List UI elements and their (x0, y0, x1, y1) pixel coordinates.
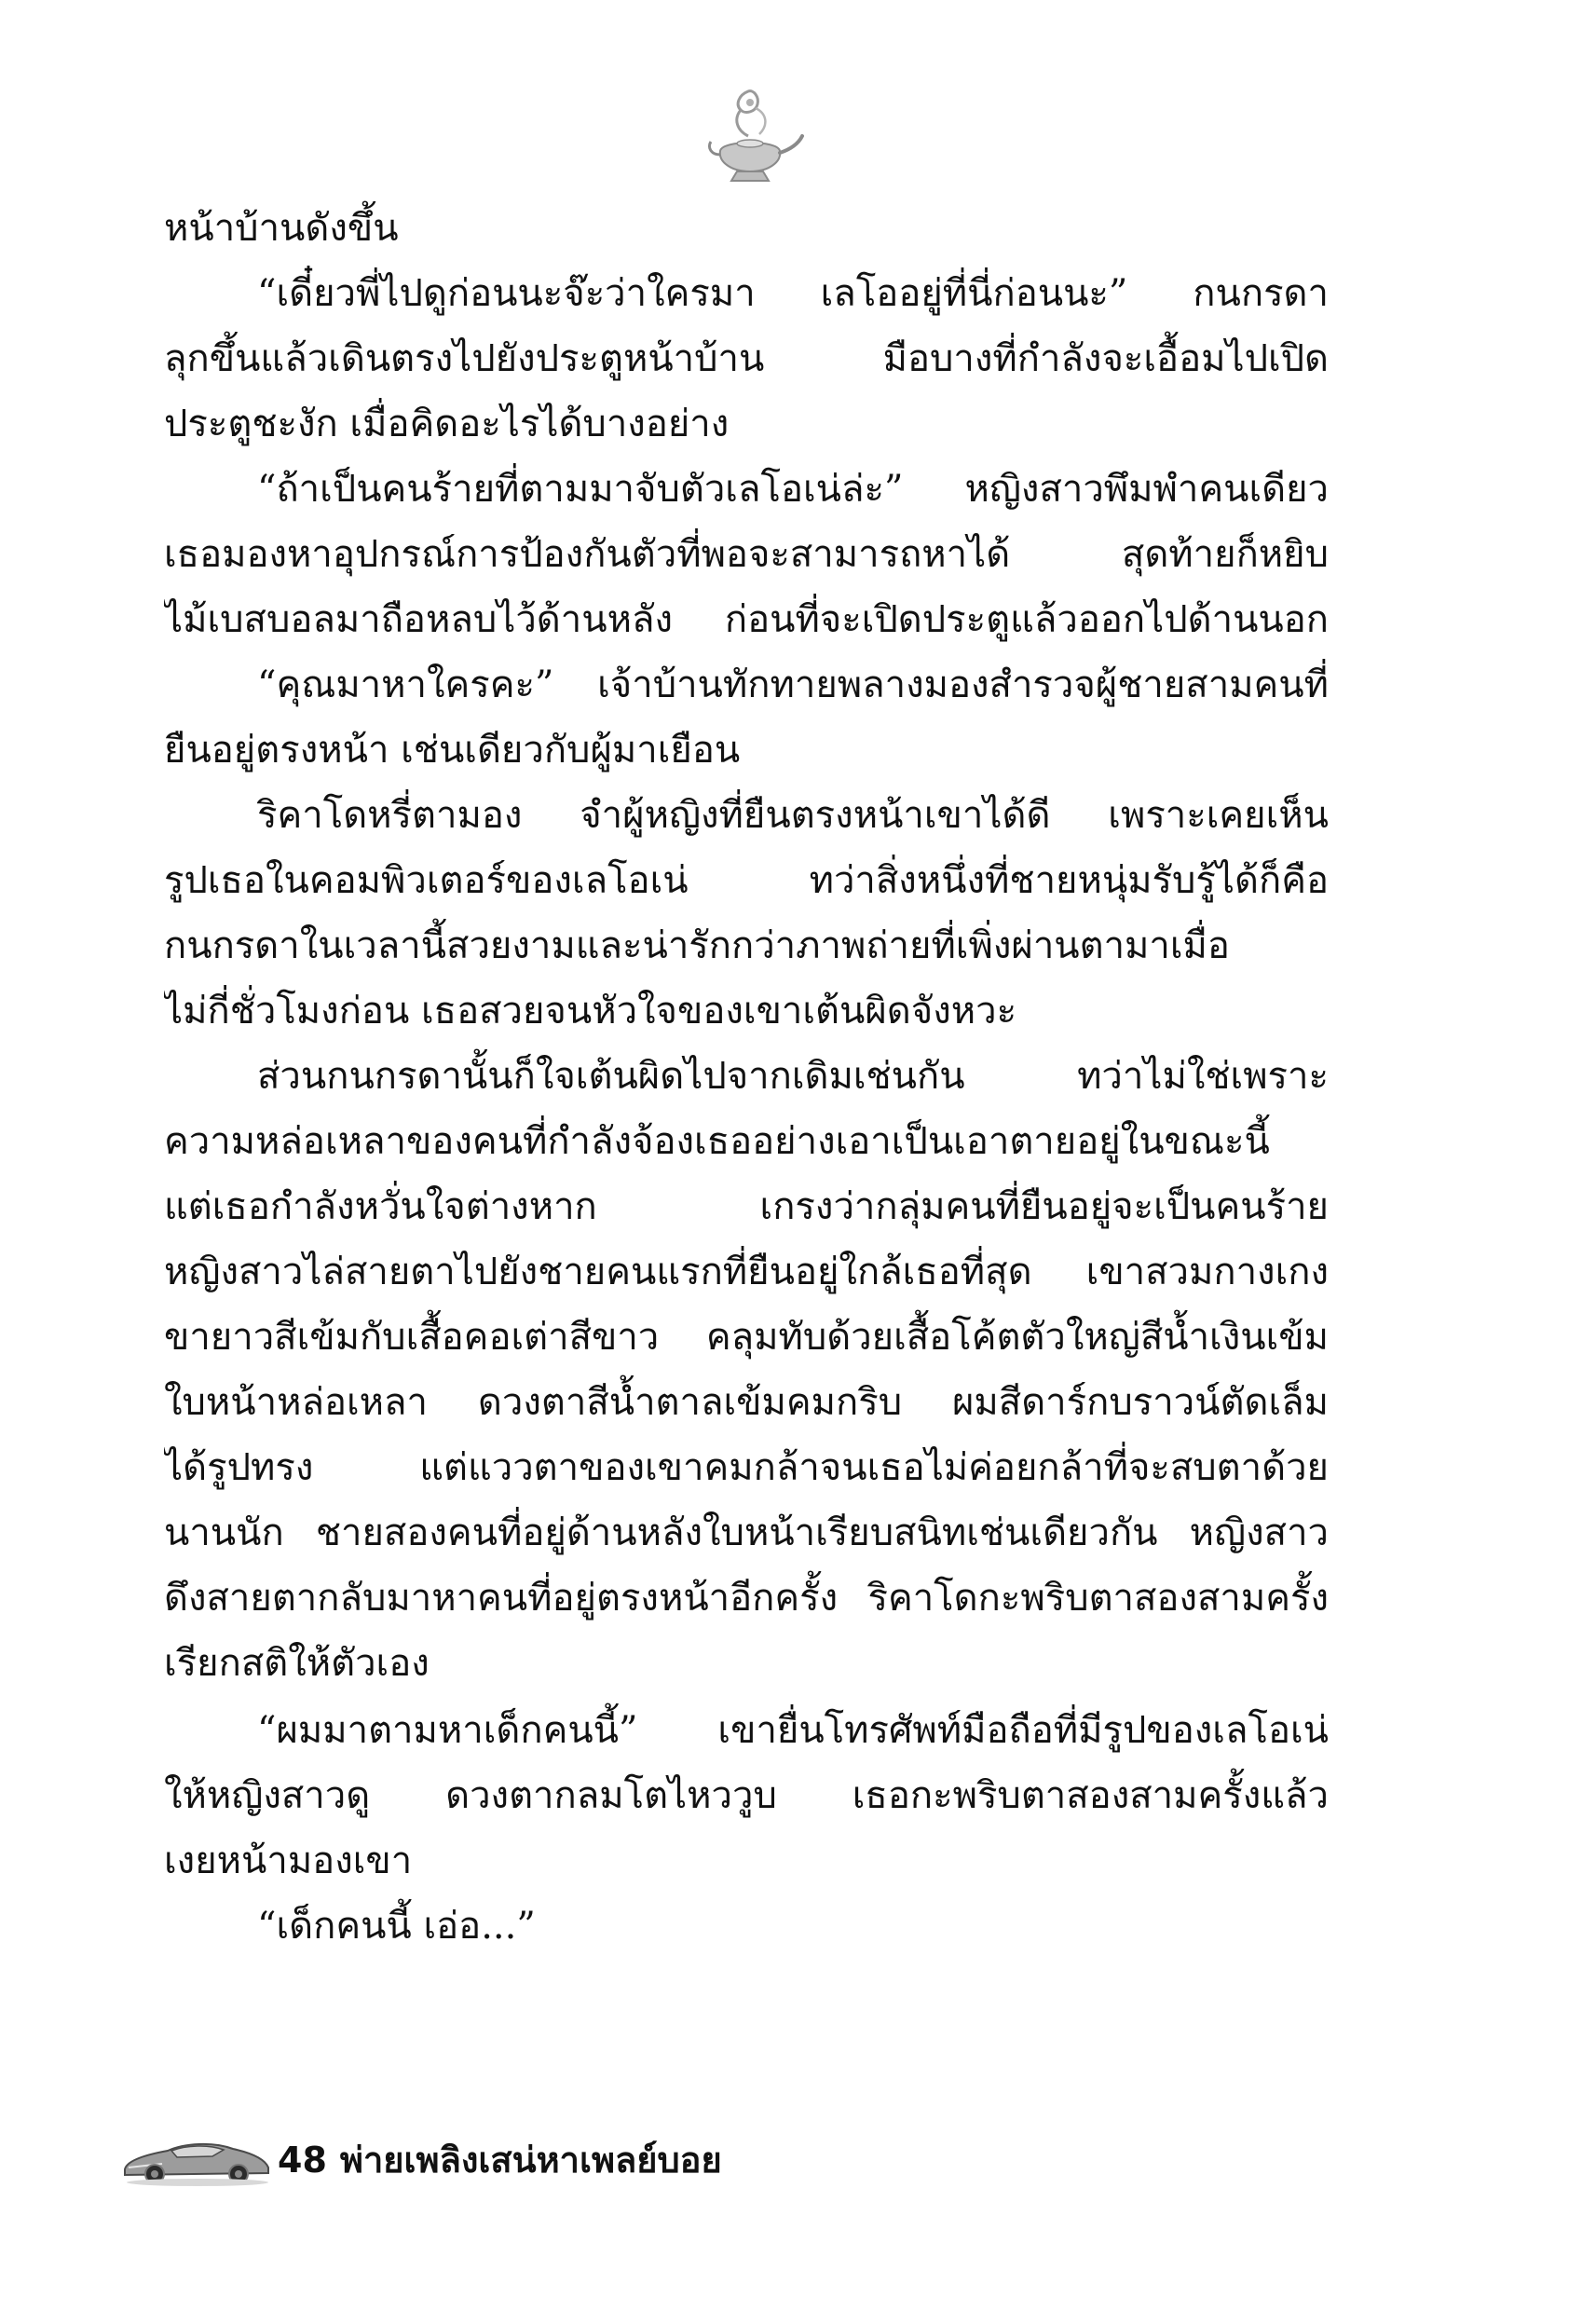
book-title: พ่ายเพลิงเสน่หาเพลย์บอย (339, 2140, 722, 2181)
text-line: ลุกขึ้นแล้วเดินตรงไปยังประตูหน้าบ้าน มือบางที่กำลังจะเอื้อมไปเปิด (164, 337, 1329, 380)
text-line: กนกรดาในเวลานี้สวยงามและน่ารักกว่าภาพถ่ายที่เพิ่งผ่านตามาเมื่อ (164, 924, 1230, 967)
genie-lamp-icon (694, 82, 806, 194)
text-line: ขายาวสีเข้มกับเสื้อคอเต่าสีขาว คลุมทับด้วยเสื้อโค้ตตัวใหญ่สีน้ำเงินเข้ม (164, 1316, 1329, 1359)
text-line: “เด็กคนนี้ เอ่อ...” (257, 1905, 536, 1948)
text-line: ส่วนกนกรดานั้นก็ใจเต้นผิดไปจากเดิมเช่นกัน ทว่าไม่ใช่เพราะ (257, 1055, 1329, 1098)
page-footer (278, 2134, 722, 2186)
text-line: ให้หญิงสาวดู ดวงตากลมโตไหววูบ เธอกะพริบตาสองสามครั้งแล้ว (164, 1774, 1329, 1817)
text-line: เรียกสติให้ตัวเอง (164, 1642, 430, 1685)
text-line: หน้าบ้านดังขึ้น (164, 207, 399, 250)
text-line: แต่เธอกำลังหวั่นใจต่างหาก เกรงว่ากลุ่มคนที่ยืนอยู่จะเป็นคนร้าย (164, 1185, 1329, 1228)
text-line: ไม้เบสบอลมาถือหลบไว้ด้านหลัง ก่อนที่จะเปิดประตูแล้วออกไปด้านนอก (164, 598, 1329, 641)
text-line: เงยหน้ามองเขา (164, 1839, 413, 1882)
text-line: หญิงสาวไล่สายตาไปยังชายคนแรกที่ยืนอยู่ใกล้เธอที่สุด เขาสวมกางเกง (164, 1251, 1329, 1293)
text-line: รูปเธอในคอมพิวเตอร์ของเลโอเน่ ทว่าสิ่งหนึ่งที่ชายหนุ่มรับรู้ได้ก็คือ (164, 859, 1329, 902)
text-line: ดึงสายตากลับมาหาคนที่อยู่ตรงหน้าอีกครั้ง ริคาโดกะพริบตาสองสามครั้ง (164, 1577, 1329, 1620)
text-line: ได้รูปทรง แต่แววตาของเขาคมกล้าจนเธอไม่ค่อยกล้าที่จะสบตาด้วย (164, 1446, 1329, 1489)
sports-car-icon (119, 2132, 273, 2188)
text-line: “ผมมาตามหาเด็กคนนี้” เขายื่นโทรศัพท์มือถือที่มีรูปของเลโอเน่ (257, 1709, 1329, 1752)
page-number: 48 (278, 2140, 327, 2181)
text-line: ไม่กี่ชั่วโมงก่อน เธอสวยจนหัวใจของเขาเต้นผิดจังหวะ (164, 990, 1017, 1032)
text-line: นานนัก ชายสองคนที่อยู่ด้านหลังใบหน้าเรียบสนิทเช่นเดียวกัน หญิงสาว (164, 1511, 1329, 1554)
text-line: ประตูชะงัก เมื่อคิดอะไรได้บางอย่าง (164, 403, 730, 445)
text-line: ความหล่อเหลาของคนที่กำลังจ้องเธออย่างเอาเป็นเอาตายอยู่ในขณะนี้ (164, 1120, 1270, 1163)
text-line: ริคาโดหรี่ตามอง จำผู้หญิงที่ยืนตรงหน้าเขาได้ดี เพราะเคยเห็น (257, 794, 1329, 837)
text-line: ใบหน้าหล่อเหลา ดวงตาสีน้ำตาลเข้มคมกริบ ผมสีดาร์กบราวน์ตัดเล็ม (164, 1381, 1329, 1424)
text-line: “คุณมาหาใครคะ” เจ้าบ้านทักทายพลางมองสำรวจผู้ชายสามคนที่ (257, 663, 1329, 706)
text-line: เธอมองหาอุปกรณ์การป้องกันตัวที่พอจะสามารถหาได้ สุดท้ายก็หยิบ (164, 533, 1329, 576)
text-line: “เดี๋ยวพี่ไปดูก่อนนะจ๊ะว่าใครมา เลโออยู่ที่นี่ก่อนนะ” กนกรดา (257, 272, 1329, 315)
text-line: ยืนอยู่ตรงหน้า เช่นเดียวกับผู้มาเยือน (164, 729, 741, 772)
text-line: “ถ้าเป็นคนร้ายที่ตามมาจับตัวเลโอเน่ล่ะ” หญิงสาวพึมพำคนเดียว (257, 468, 1329, 511)
